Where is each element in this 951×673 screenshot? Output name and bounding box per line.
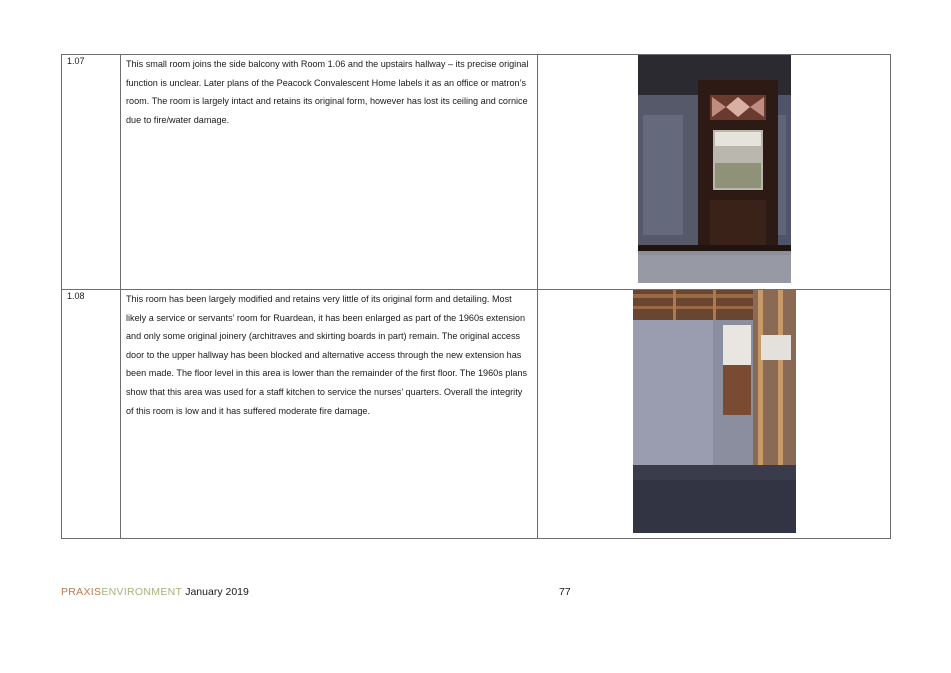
room-1-07-photo	[638, 55, 791, 283]
room-photo-cell	[538, 55, 890, 289]
table-row	[62, 55, 890, 290]
room-description: This small room joins the side balcony with Room 1.06 and the upstairs hallway – its precise original function is unclear. Later plans of the Peacock Convalescent Home labels it as an office or matron’s room. The room is largely intact and retains its original form, however has lost its ceiling and cornice due to fire/water damage.	[121, 55, 538, 289]
footer-brand	[61, 586, 249, 598]
table-row	[62, 290, 890, 539]
brand-environment: ENVIRONMENT	[101, 586, 183, 598]
room-table	[61, 54, 891, 539]
room-id: 1.07	[62, 55, 121, 289]
footer-date: January 2019	[185, 586, 249, 598]
brand-praxis: PRAXIS	[61, 586, 102, 598]
room-photo-cell	[538, 290, 890, 539]
room-id: 1.08	[62, 290, 121, 539]
room-description: This room has been largely modified and retains very little of its original form and detailing. Most likely a service or servants’ room for Ruardean, it has been enlarged as part of the 1960s extension and only some original joinery (architraves and skirting boards in part) remain. The original access door to the upper hallway has been blocked and alternative access through the new extension has been made. The floor level in this area is lower than the remainder of the first floor. The 1960s plans show that this area was used for a staff kitchen to service the nurses’ quarters. Overall the integrity of this room is low and it has suffered moderate fire damage.	[121, 290, 538, 539]
room-1-08-photo	[633, 290, 796, 533]
page-number: 77	[559, 586, 571, 598]
